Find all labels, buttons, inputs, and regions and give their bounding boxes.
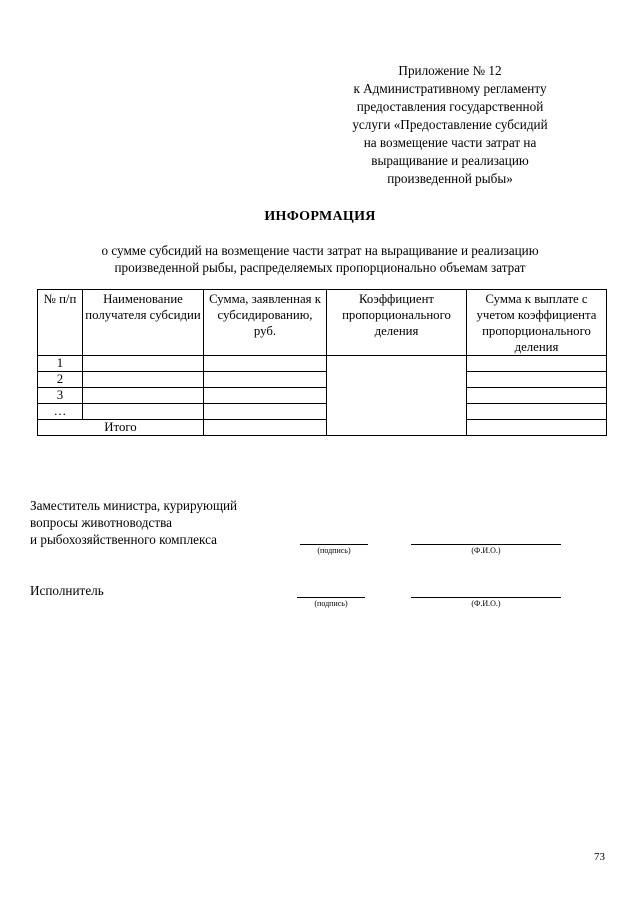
table-row [38,356,607,372]
cell-amount-claimed [204,372,327,388]
page-number: 73 [594,851,605,863]
table-row [38,372,607,388]
cell-recipient [83,404,204,420]
header-coefficient: Коэффициент пропорционального деления [327,290,467,356]
cell-amount-payable [467,388,607,404]
cell-amount-claimed [204,388,327,404]
official-title-line: и рыбохозяйственного комплекса [30,532,217,547]
cell-coefficient-merged [327,356,467,436]
executor-signature-caption: (подпись) [314,599,348,608]
cell-amount-claimed [204,356,327,372]
table-row [38,404,607,420]
executor-label: Исполнитель [30,583,104,598]
header-recipient: Наименование получателя субсидии [83,290,204,356]
executor-signature-line [297,597,365,598]
row-number: 1 [38,356,83,372]
table-header-row [38,290,607,356]
cell-total-amount-claimed [204,420,327,436]
appendix-line: на возмещение части затрат на [363,135,537,150]
appendix-line: предоставления государственной [356,99,544,114]
cell-total-amount-payable [467,420,607,436]
header-number: № п/п [38,290,83,356]
row-number: … [38,404,83,420]
appendix-line: выращивание и реализацию [371,153,529,168]
table-total-row [38,420,607,436]
cell-amount-payable [467,372,607,388]
header-amount-payable: Сумма к выплате с учетом коэффициента пропорционального деления [467,290,607,356]
official-title [30,497,237,548]
subtitle-line-2: произведенной рыбы, распределяемых пропорционально объемам затрат [114,260,526,275]
row-number: 3 [38,388,83,404]
header-amount-claimed: Сумма, заявленная к субсидированию, руб. [204,290,327,356]
official-signature-caption: (подпись) [317,546,351,555]
cell-amount-claimed [204,404,327,420]
official-signature-line [300,544,368,545]
cell-recipient [83,388,204,404]
appendix-header [330,62,570,188]
official-name-caption: (Ф.И.О.) [471,546,501,555]
subsidy-table [37,289,607,436]
cell-amount-payable [467,356,607,372]
official-title-line: Заместитель министра, курирующий [30,498,238,513]
document-subtitle [40,242,600,276]
executor-name-line [411,597,561,598]
row-number: 2 [38,372,83,388]
appendix-line: Приложение № 12 [398,63,502,78]
appendix-line: к Административному регламенту [353,81,547,96]
subtitle-line-1: о сумме субсидий на возмещение части затрат на выращивание и реализацию [101,243,539,258]
cell-recipient [83,356,204,372]
official-title-line: вопросы животноводства [30,515,173,530]
total-label: Итого [38,420,204,436]
document-title: ИНФОРМАЦИЯ [264,209,376,224]
appendix-line: произведенной рыбы» [387,171,513,186]
executor-block [30,582,104,599]
executor-name-caption: (Ф.И.О.) [471,599,501,608]
appendix-line: услуги «Предоставление субсидий [352,117,548,132]
cell-amount-payable [467,404,607,420]
official-name-line [411,544,561,545]
cell-recipient [83,372,204,388]
table-row [38,388,607,404]
